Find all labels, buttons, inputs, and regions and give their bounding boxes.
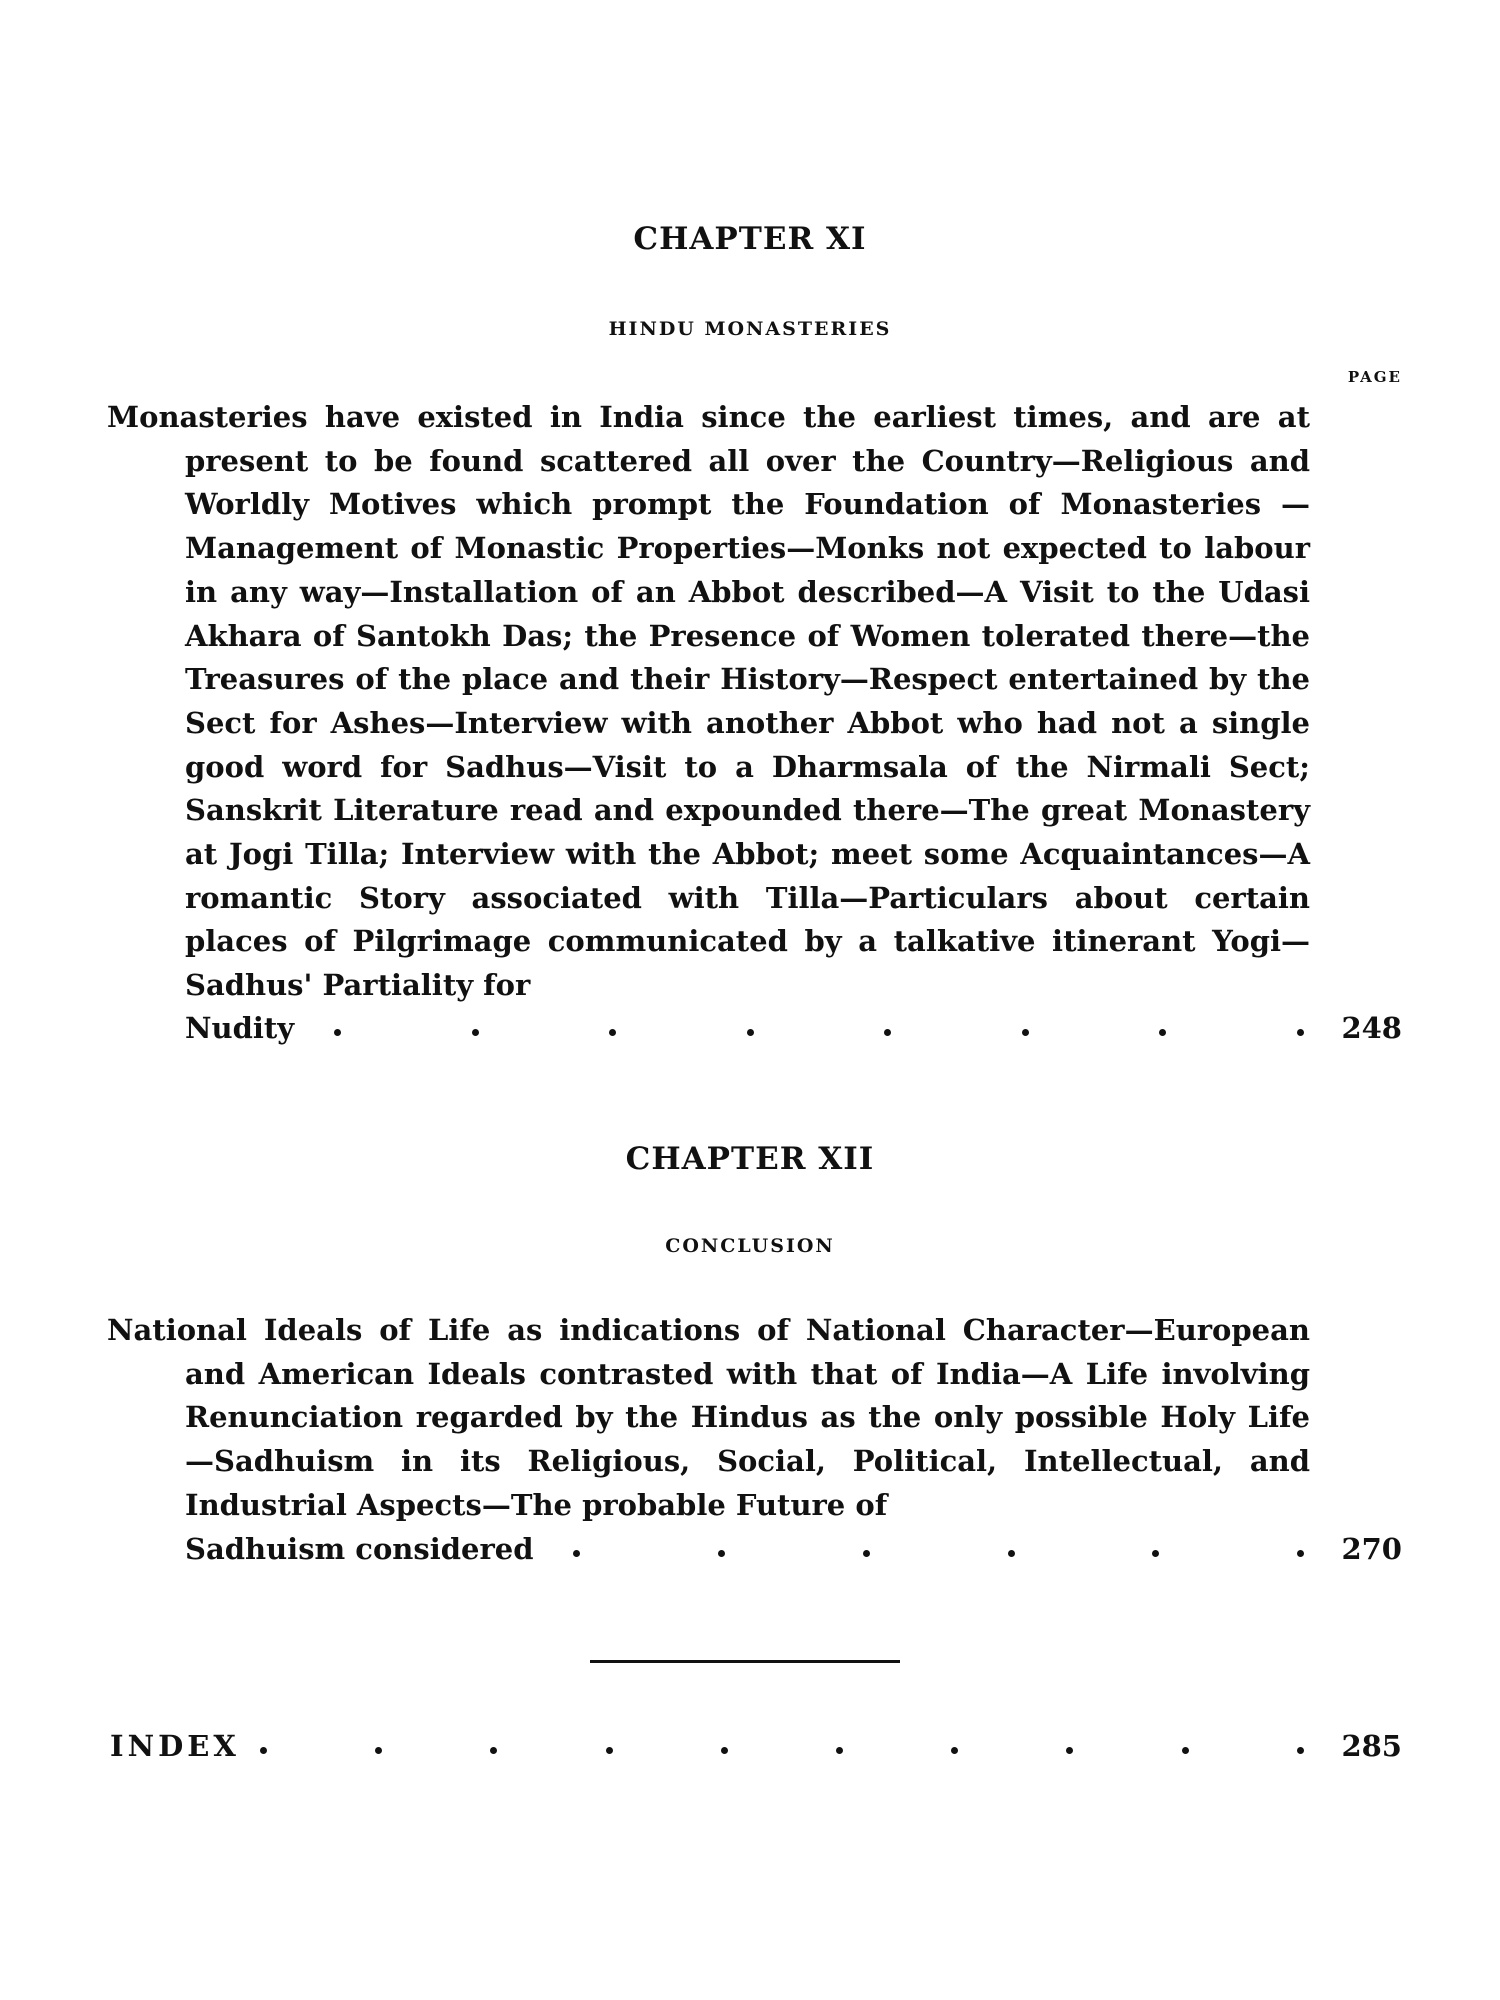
chapter-summary: National Ideals of Life as indications of National Character—European and American Ideals contrasted with that of India—A Life involving Renunciation regarded by the Hindus as the only possible Holy Life—Sadhuism in its Religious, Social, Political, Intellectual, and Industrial Aspects—The probable Future of (107, 1313, 1310, 1522)
index-label: INDEX (110, 1729, 240, 1763)
index-page-number: 285 (1341, 1729, 1402, 1763)
chapter-summary-last-line (185, 1528, 1310, 1572)
chapter-heading: CHAPTER XI (633, 221, 867, 257)
chapter-summary-last-text: Sadhuism considered (185, 1532, 534, 1566)
dot-leader (533, 1552, 1310, 1559)
index-entry (110, 1725, 1310, 1769)
chapter-summary-last-line (185, 1007, 1310, 1051)
chapter-summary-last-text: Nudity (185, 1011, 295, 1045)
dot-leader (294, 1031, 1310, 1038)
chapter-heading: CHAPTER XII (625, 1141, 875, 1177)
dot-leader (240, 1749, 1310, 1756)
chapter-page-number: 270 (1341, 1532, 1402, 1566)
page-column-label: PAGE (1347, 368, 1402, 386)
section-divider (590, 1660, 900, 1663)
chapter-subtitle: HINDU MONASTERIES (608, 318, 892, 340)
chapter-page-number: 248 (1341, 1011, 1402, 1045)
chapter-subtitle: CONCLUSION (665, 1235, 835, 1257)
chapter-summary: Monasteries have existed in India since the earliest times, and are at present to be found scattered all over the Country—Religious and Worldly Motives which prompt the Foundation of Monasteries —Management of Monastic Properties—Monks not expected to labour in any way—Installation of an Abbot described—A Visit to the Udasi Akhara of Santokh Das; the Presence of Women tolerated there—the Treasures of the place and their History—Respect entertained by the Sect for Ashes—Interview with another Abbot who had not a single good word for Sadhus—Visit to a Dharmsala of the Nirmali Sect; Sanskrit Literature read and expounded there—The great Monastery at Jogi Tilla; Interview with the Abbot; meet some Acquaintances—A romantic Story associated with Tilla—Particulars about certain places of Pilgrimage communicated by a talkative itinerant Yogi—Sadhus' Partiality for (107, 400, 1310, 1003)
